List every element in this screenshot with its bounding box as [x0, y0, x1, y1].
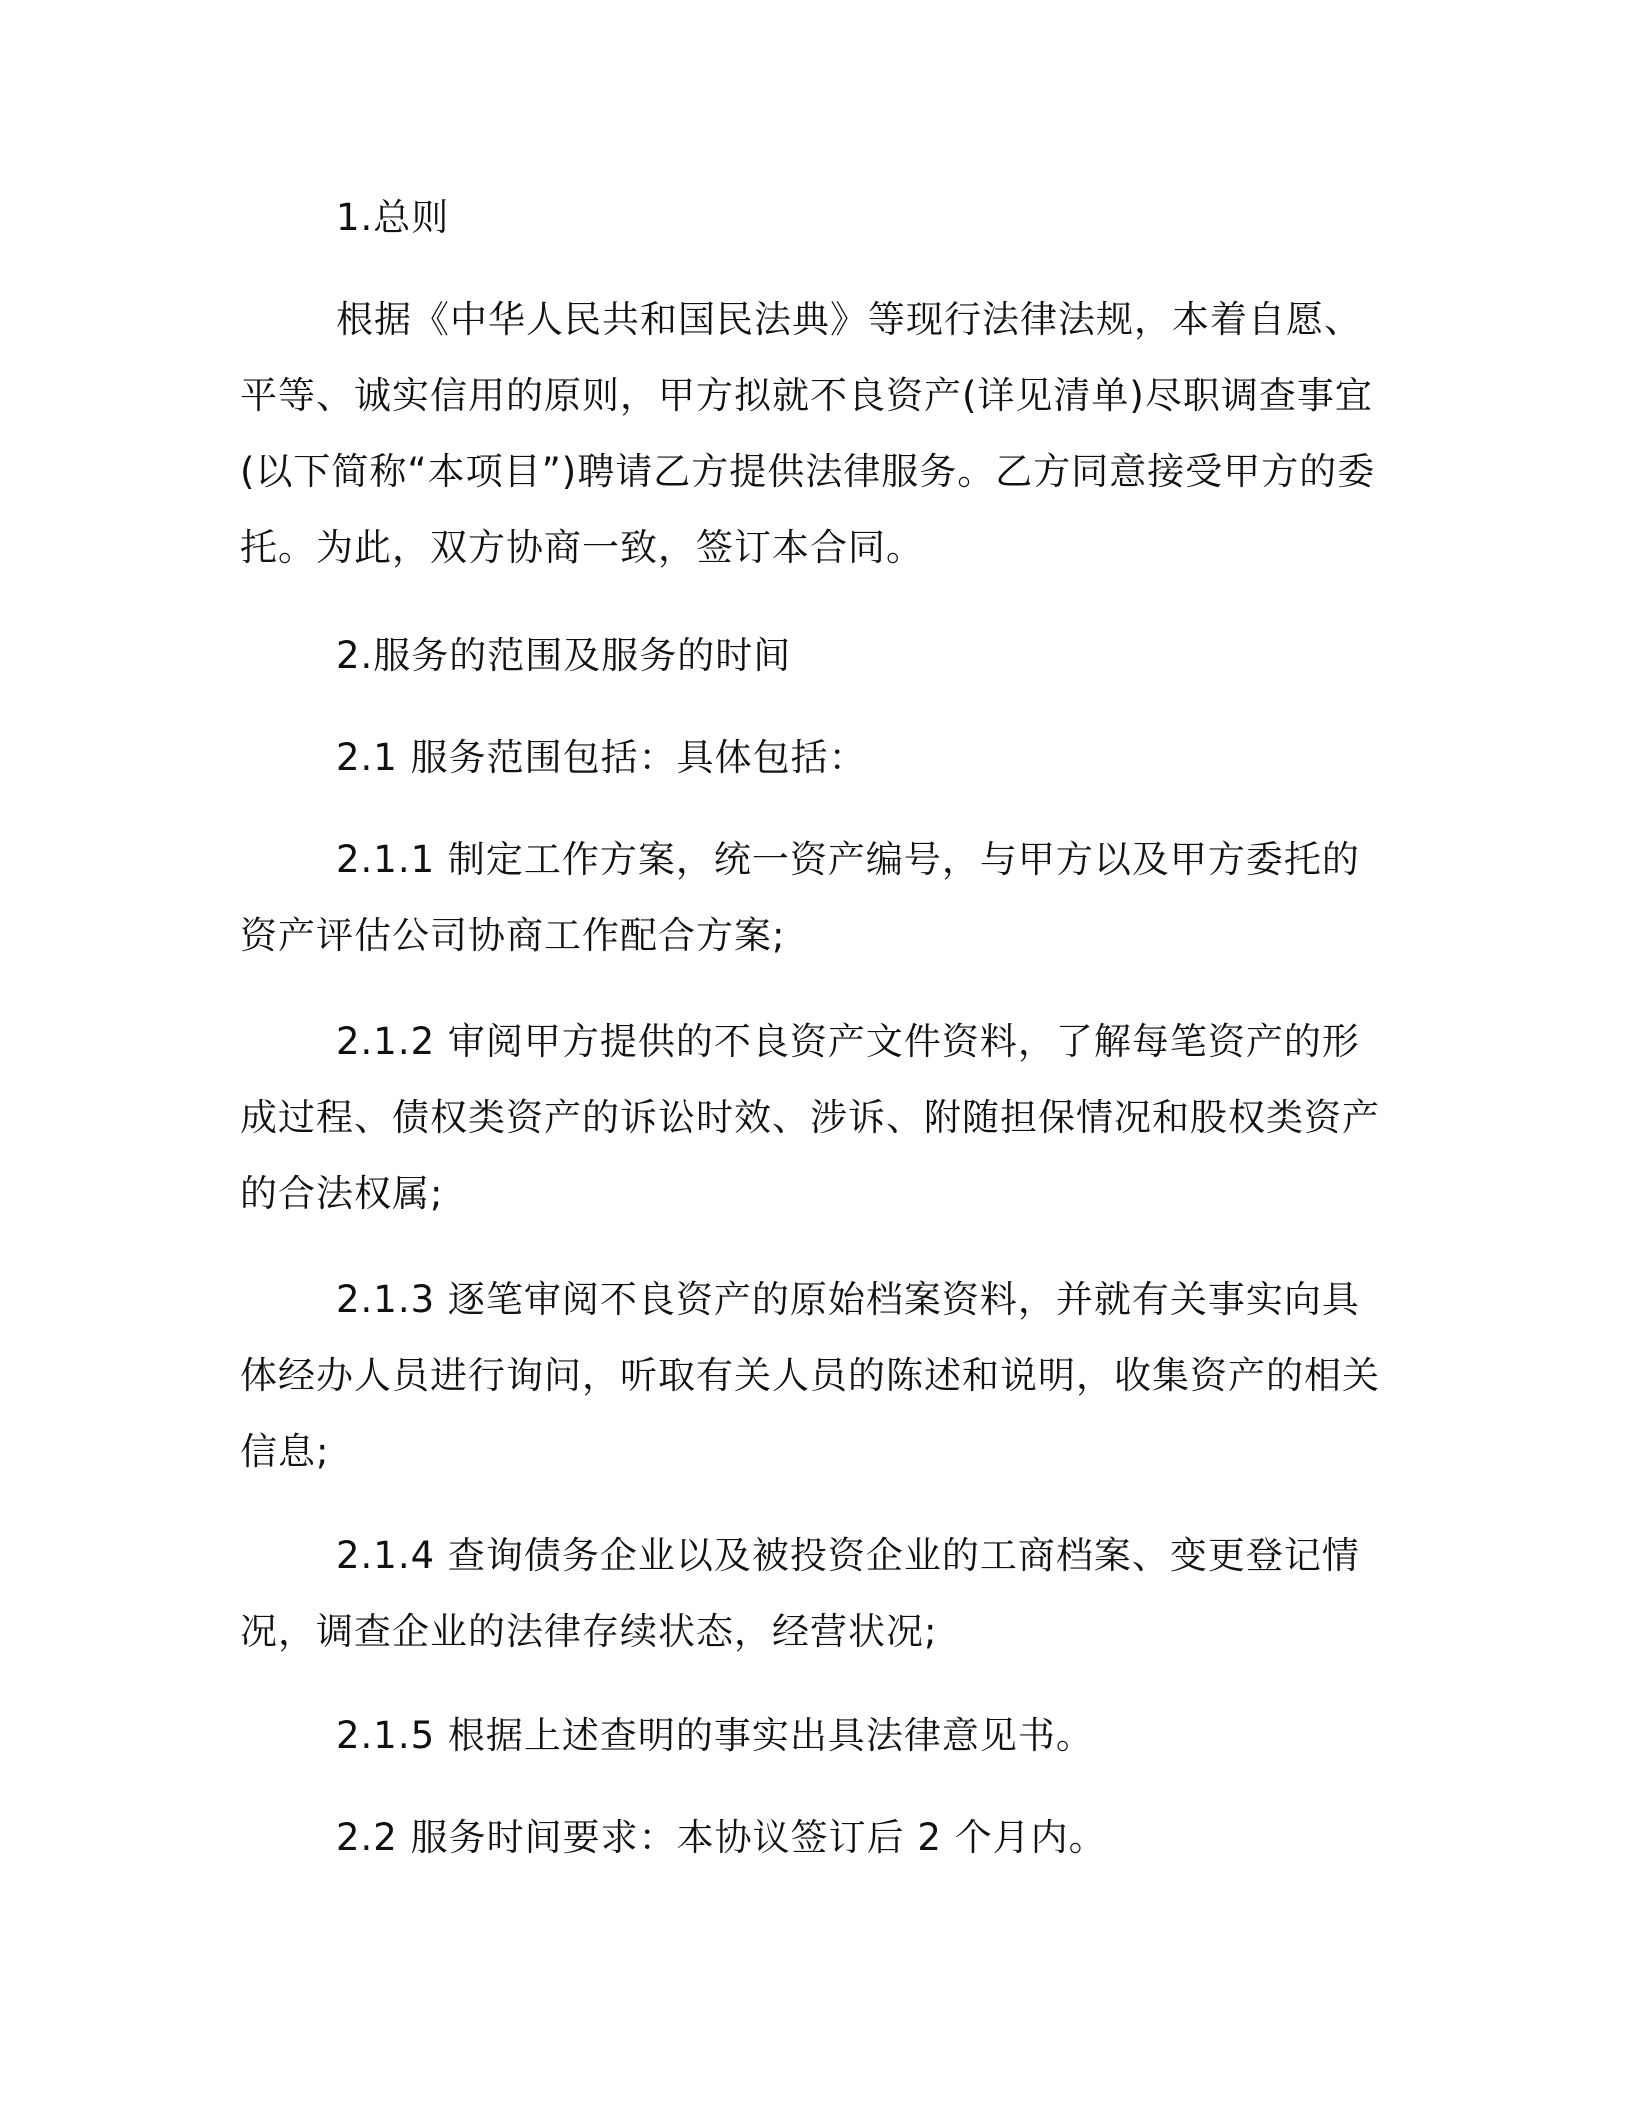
section-1-heading: 1.总则 [336, 196, 450, 239]
general-provisions-paragraph: 根据《中华人民共和国民法典》等现行法律法规，本着自愿、平等、诚实信用的原则，甲方拟就不良资产(详见清单)尽职调查事宜(以下简称“本项目”)聘请乙方提供法律服务。乙方同意接受甲方的委托。为此，双方协商一致，签订本合同。 [240, 298, 1376, 569]
clause-2-1-2: 2.1.2 审阅甲方提供的不良资产文件资料，了解每笔资产的形成过程、债权类资产的诉讼时效、涉诉、附随担保情况和股权类资产的合法权属; [240, 1020, 1380, 1215]
clause-2-1-1: 2.1.1 制定工作方案，统一资产编号，与甲方以及甲方委托的资产评估公司协商工作配合方案; [240, 838, 1360, 957]
clause-2-1-5: 2.1.5 根据上述查明的事实出具法律意见书。 [336, 1714, 1094, 1757]
clause-2-1-4: 2.1.4 查询债务企业以及被投资企业的工商档案、变更登记情况，调查企业的法律存续状态，经营状况; [240, 1534, 1360, 1653]
section-2-heading: 2.服务的范围及服务的时间 [336, 634, 792, 677]
clause-2-1-3: 2.1.3 逐笔审阅不良资产的原始档案资料，并就有关事实向具体经办人员进行询问，听取有关人员的陈述和说明，收集资产的相关信息; [240, 1278, 1380, 1473]
clause-2-1: 2.1 服务范围包括：具体包括： [336, 736, 867, 779]
clause-2-2: 2.2 服务时间要求：本协议签订后 2 个月内。 [336, 1816, 1107, 1859]
